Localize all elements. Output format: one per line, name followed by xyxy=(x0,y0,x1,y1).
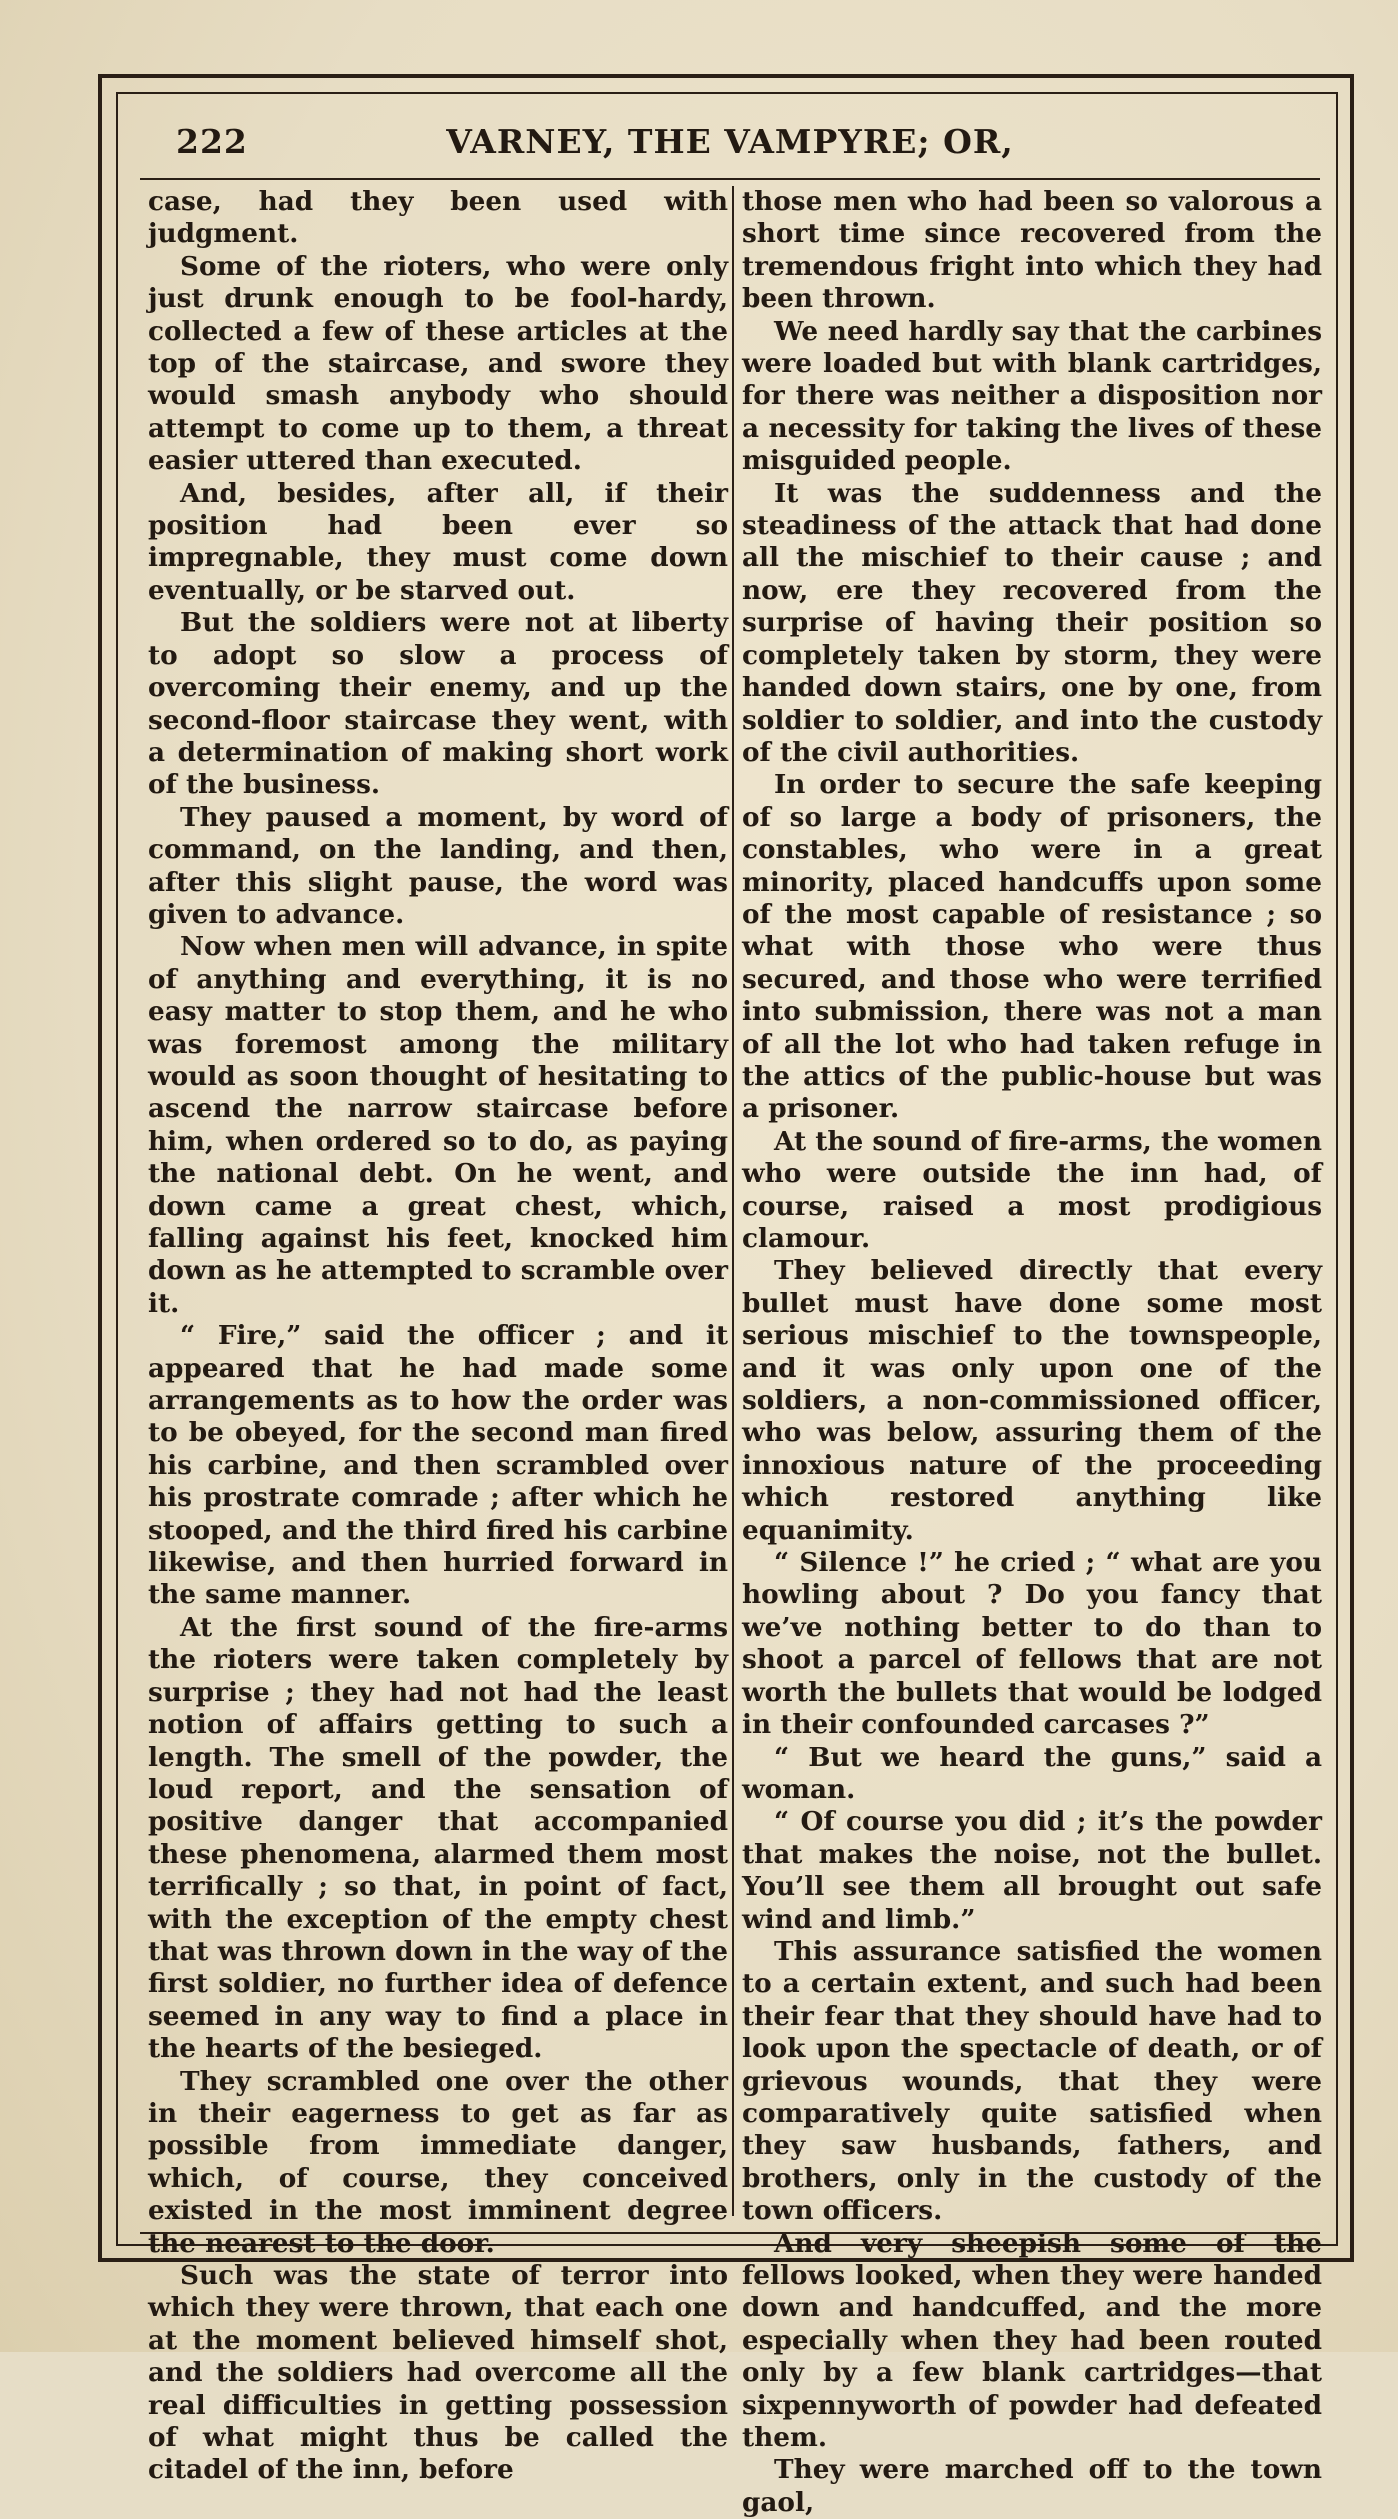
paragraph: those men who had been so valorous a short time since recovered from the tremendous fright into which they had been thrown. xyxy=(742,186,1322,315)
paragraph: And, besides, after all, if their position had been ever so impregnable, they must come down eventually, or be starved out. xyxy=(148,477,728,606)
paragraph: case, had they been used with judgment. xyxy=(148,186,728,250)
paragraph: In order to secure the safe keeping of so large a body of prisoners, the constables, who were in a great minority, placed handcuffs upon some of the most capable of resistance ; so what with those who were thus secured, and those who were terrified into submission, there was not a man of all the lot who had taken refuge in the attics of the public-house but was a prisoner. xyxy=(742,769,1322,1125)
page-header xyxy=(140,110,1320,170)
paragraph: At the sound of fire-arms, the women who were outside the inn had, of course, raised a most prodigious clamour. xyxy=(742,1125,1322,1254)
paragraph: They scrambled one over the other in their eagerness to get as far as possible from immediate danger, which, of course, they conceived existed in the most imminent degree the nearest to the door. xyxy=(148,2065,728,2259)
paragraph: It was the suddenness and the steadiness of the attack that had done all the mischief to their cause ; and now, ere they recovered from the surprise of having their position so completely taken by storm, they were handed down stairs, one by one, from soldier to soldier, and into the custody of the civil authorities. xyxy=(742,477,1322,768)
bottom-rule xyxy=(140,2232,1320,2234)
paragraph: They were marched off to the town gaol, xyxy=(742,2454,1322,2518)
paragraph: They paused a moment, by word of command, on the landing, and then, after this slight pause, the word was given to advance. xyxy=(148,801,728,930)
paragraph: At the first sound of the fire-arms the rioters were taken completely by surprise ; they had not had the least notion of affairs getting to such a length. The smell of the powder, the loud report, and the sensation of positive danger that accompanied these phenomena, alarmed them most terrifically ; so that, in point of fact, with the exception of the empty chest that was thrown down in the way of the first soldier, no further idea of defence seemed in any way to find a place in the hearts of the besieged. xyxy=(148,1611,728,2065)
paragraph: Some of the rioters, who were only just drunk enough to be fool-hardy, collected a few of these articles at the top of the staircase, and swore they would smash anybody who should attempt to come up to them, a threat easier uttered than executed. xyxy=(148,250,728,477)
paragraph: We need hardly say that the carbines were loaded but with blank cartridges, for there was neither a disposition nor a necessity for taking the lives of these misguided people. xyxy=(742,315,1322,477)
paragraph: “ Silence !” he cried ; “ what are you howling about ? Do you fancy that we’ve nothing better to do than to shoot a parcel of fellows that are not worth the bullets that would be lodged in their confounded carcases ?” xyxy=(742,1547,1322,1741)
right-column xyxy=(742,186,1322,2519)
page-number: 222 xyxy=(176,122,248,161)
running-title: VARNEY, THE VAMPYRE; OR, xyxy=(446,122,1014,161)
paragraph: And very sheepish some of the fellows looked, when they were handed down and handcuffed, and the more especially when they had been routed only by a few blank cartridges—that sixpennyworth of powder had defeated them. xyxy=(742,2227,1322,2454)
paragraph: They believed directly that every bullet must have done some most serious mischief to the townspeople, and it was only upon one of the soldiers, a non-commissioned officer, who was below, assuring them of the innoxious nature of the proceeding which restored anything like equanimity. xyxy=(742,1255,1322,1546)
paragraph: “ Fire,” said the officer ; and it appeared that he had made some arrangements as to how the order was to be obeyed, for the second man fired his carbine, and then scrambled over his prostrate comrade ; after which he stooped, and the third fired his carbine likewise, and then hurried forward in the same manner. xyxy=(148,1320,728,1611)
paragraph: “ Of course you did ; it’s the powder that makes the noise, not the bullet. You’ll see them all brought out safe wind and limb.” xyxy=(742,1806,1322,1935)
left-column xyxy=(148,186,728,2487)
header-rule xyxy=(140,178,1320,180)
paragraph: This assurance satisfied the women to a certain extent, and such had been their fear that they should have had to look upon the spectacle of death, or of grievous wounds, that they were comparatively quite satisfied when they saw husbands, fathers, and brothers, only in the custody of the town officers. xyxy=(742,1935,1322,2227)
paragraph: “ But we heard the guns,” said a woman. xyxy=(742,1741,1322,1805)
paragraph: Such was the state of terror into which they were thrown, that each one at the moment believed himself shot, and the soldiers had overcome all the real difficulties in getting possession of what might thus be called the citadel of the inn, before xyxy=(148,2260,728,2486)
paragraph: But the soldiers were not at liberty to adopt so slow a process of overcoming their enemy, and up the second-floor staircase they went, with a determination of making short work of the business. xyxy=(148,607,728,801)
column-divider xyxy=(732,186,734,2216)
paragraph: Now when men will advance, in spite of anything and everything, it is no easy matter to stop them, and he who was foremost among the military would as soon thought of hesitating to ascend the narrow staircase before him, when ordered so to do, as paying the national debt. On he went, and down came a great chest, which, falling against his feet, knocked him down as he attempted to scramble over it. xyxy=(148,931,728,1319)
